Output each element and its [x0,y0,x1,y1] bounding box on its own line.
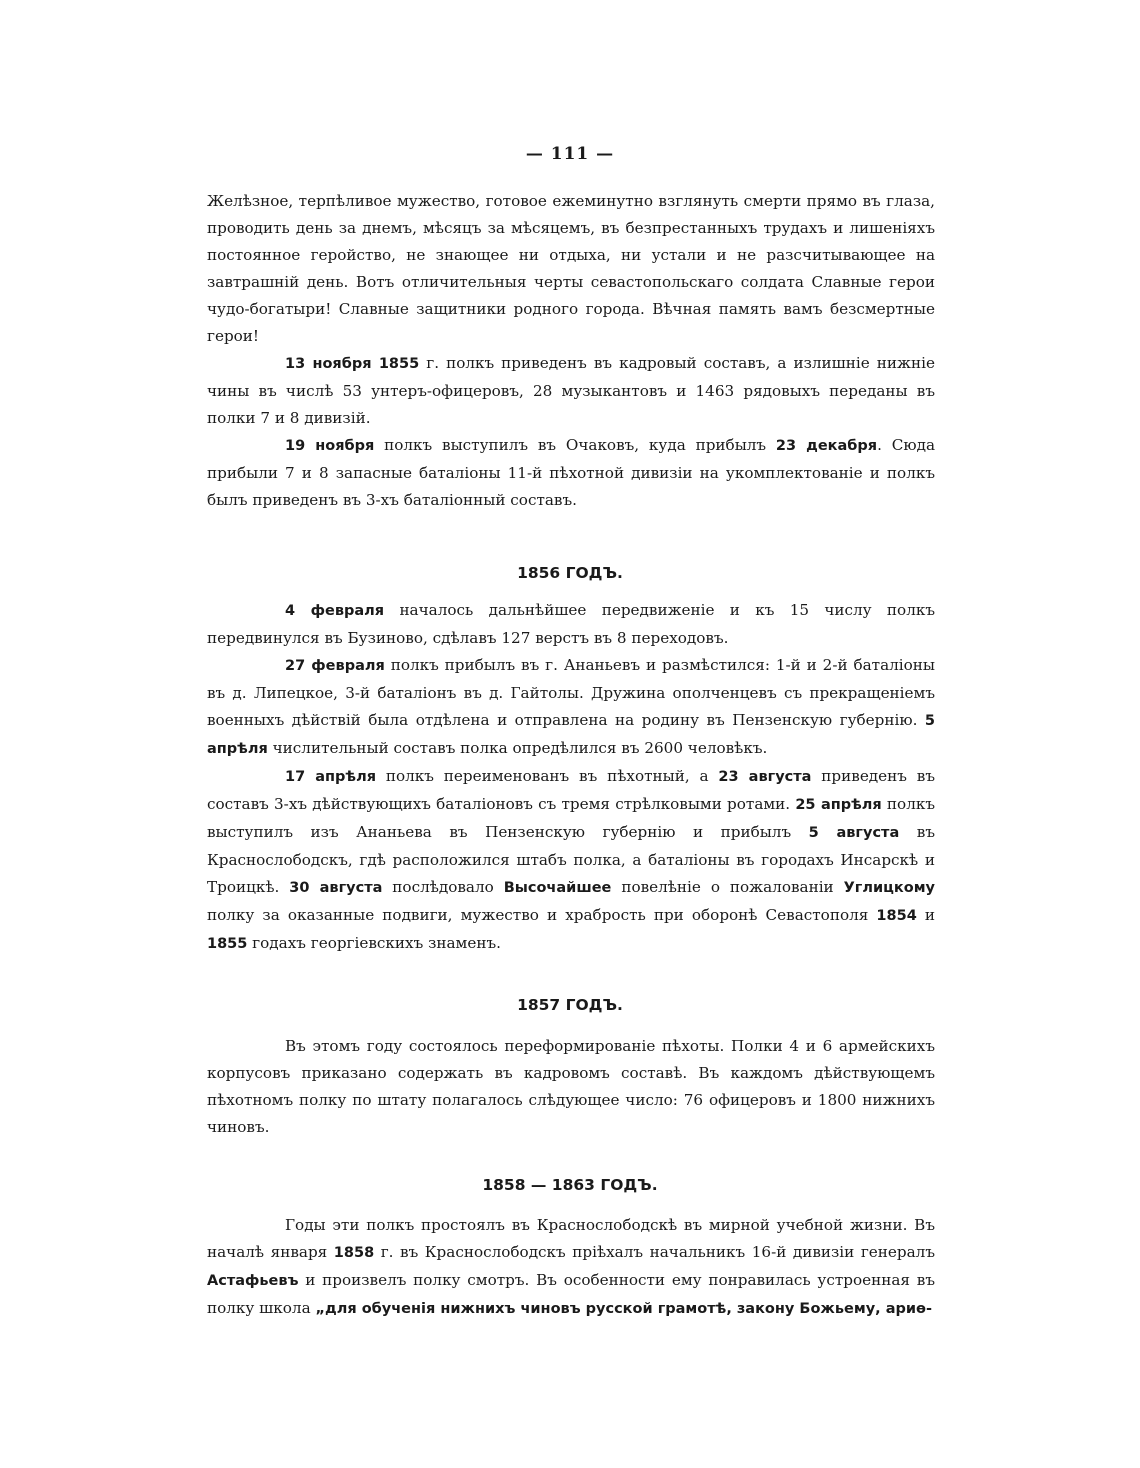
paragraph-1858-text-a: Годы эти полкъ простоялъ въ Краснослободскѣ въ мирной учебной жизни. Въ началѣ января [207,1216,935,1261]
paragraph-apr-17-text-d: въ Краснослободскъ, гдѣ расположился штабъ полка, а баталіоны въ городахъ Инсарскѣ и Троицкѣ. [207,823,935,896]
date-apr-17: 17 апрѣля [285,769,377,785]
heading-1857: 1857 ГОДЪ. [517,996,623,1014]
paragraph-apr-17-text-c: полкъ выступилъ изъ Ананьева въ Пензенскую губернію и прибылъ [207,795,935,841]
section-1856-text [207,597,935,958]
section-1855-text [207,188,935,514]
paragraph-apr-17-text-i: годахъ георгіевскихъ знаменъ. [247,934,501,952]
paragraph-1858-text-c: и произвелъ полку смотръ. Въ особенности ему понравилась устроенная въ полку школа [207,1271,935,1317]
paragraph-feb-27 [207,652,935,763]
date-feb-4: 4 февраля [285,603,385,619]
paragraph-apr-17-text-b: приведенъ въ составъ 3-хъ дѣйствующихъ баталіоновъ съ тремя стрѣлковыми ротами. [207,767,935,813]
heading-1858-1863: 1858 — 1863 ГОДЪ. [482,1176,658,1194]
paragraph-apr-17-text-g: полку за оказанные подвиги, мужество и храбрость при оборонѣ Севастополя [207,906,877,924]
date-nov-13: 13 ноября 1855 [285,356,420,372]
paragraph-1858-text-b: г. въ Краснослободскъ пріѣхалъ начальникъ 16-й дивизіи генералъ [374,1243,935,1261]
paragraph-apr-17-text-f: повелѣніе о пожалованіи [611,878,844,896]
paragraph-nov-13-text: г. полкъ приведенъ въ кадровый составъ, а излишніе нижніе чины въ числѣ 53 унтеръ-офицеровъ, 28 музыкантовъ и 1463 рядовыхъ переданы въ полки 7 и 8 дивизій. [207,354,935,427]
paragraph-apr-17-text-h: и [916,906,935,924]
section-1857-text [207,1033,935,1141]
date-nov-19: 19 ноября [285,438,375,454]
paragraph-nov-19-text-b: . Сюда прибыли 7 и 8 запасные баталіоны 11-й пѣхотной дивизіи на укомплектованіе и полкъ былъ приведенъ въ 3-хъ баталіонный составъ. [207,436,935,509]
paragraph-feb-4-text: началось дальнѣйшее передвиженіе и къ 15 числу полкъ передвинулся въ Бузиново, сдѣлавъ 127 верстъ въ 8 переходовъ. [207,601,935,647]
paragraph-nov-19-text-a: полкъ выступилъ въ Очаковъ, куда прибылъ [374,436,776,454]
paragraph-feb-4 [207,597,935,652]
heading-1856: 1856 ГОДЪ. [517,564,623,582]
bold-1858: 1858 [333,1245,375,1261]
date-dec-23: 23 декабря [775,438,878,454]
date-apr-25: 25 апрѣля [795,797,882,813]
paragraph-apr-17-text-a: полкъ переименованъ въ пѣхотный, а [376,767,719,785]
paragraph-1857: Въ этомъ году состоялось переформированіе пѣхоты. Полки 4 и 6 армейскихъ корпусовъ приказано содержать въ кадровомъ составѣ. Въ каждомъ дѣйствующемъ пѣхотномъ полку по штату полагалось слѣдующее число: 76 офицеровъ и 1800 нижнихъ чиновъ. [207,1037,935,1136]
paragraph-apr-17-text-e: послѣдовало [382,878,504,896]
paragraph-nov-13 [207,350,935,432]
bold-astafiev: Астафьевъ [207,1273,299,1289]
bold-1855: 1855 [207,936,248,952]
paragraph-heroism: Желѣзное, терпѣливое мужество, готовое ежеминутно взглянуть смерти прямо въ глаза, проводить день за днемъ, мѣсяцъ за мѣсяцемъ, въ безпрестанныхъ трудахъ и лишеніяхъ постоянное геройство, не знающее ни отдыха, ни устали и не разсчитывающее на завтрашній день. Вотъ отличительныя черты севастопольскаго солдата Славные герои чудо-богатыри! Славные защитники родного города. Вѣчная память вамъ безсмертные герои! [207,192,935,345]
paragraph-1858 [207,1212,935,1323]
date-aug-5: 5 августа [808,825,900,841]
bold-uglitsky: Углицкому [843,880,935,896]
bold-1854: 1854 [876,908,917,924]
page-number: — 111 — [525,144,615,164]
paragraph-nov-19 [207,432,935,514]
date-aug-30: 30 августа [289,880,383,896]
bold-highest: Высочайшее [503,880,612,896]
paragraph-feb-27-text-b: числительный составъ полка опредѣлился въ 2600 человѣкъ. [267,739,768,757]
date-aug-23: 23 августа [718,769,812,785]
date-apr-5: 5 апрѣля [207,713,935,757]
paragraph-apr-17 [207,763,935,958]
bold-school-quote: „для обученія нижнихъ чиновъ русской грамотѣ, закону Божьему, ариѳ- [315,1301,933,1317]
section-1858-text [207,1212,935,1323]
paragraph-feb-27-text-a: полкъ прибылъ въ г. Ананьевъ и размѣстился: 1-й и 2-й баталіоны въ д. Липецкое, 3-й баталіонъ въ д. Гайтолы. Дружина ополченцевъ съ прекращеніемъ военныхъ дѣйствій была отдѣлена и отправлена на родину въ Пензенскую губернію. [207,656,936,729]
date-feb-27: 27 февраля [285,658,385,674]
